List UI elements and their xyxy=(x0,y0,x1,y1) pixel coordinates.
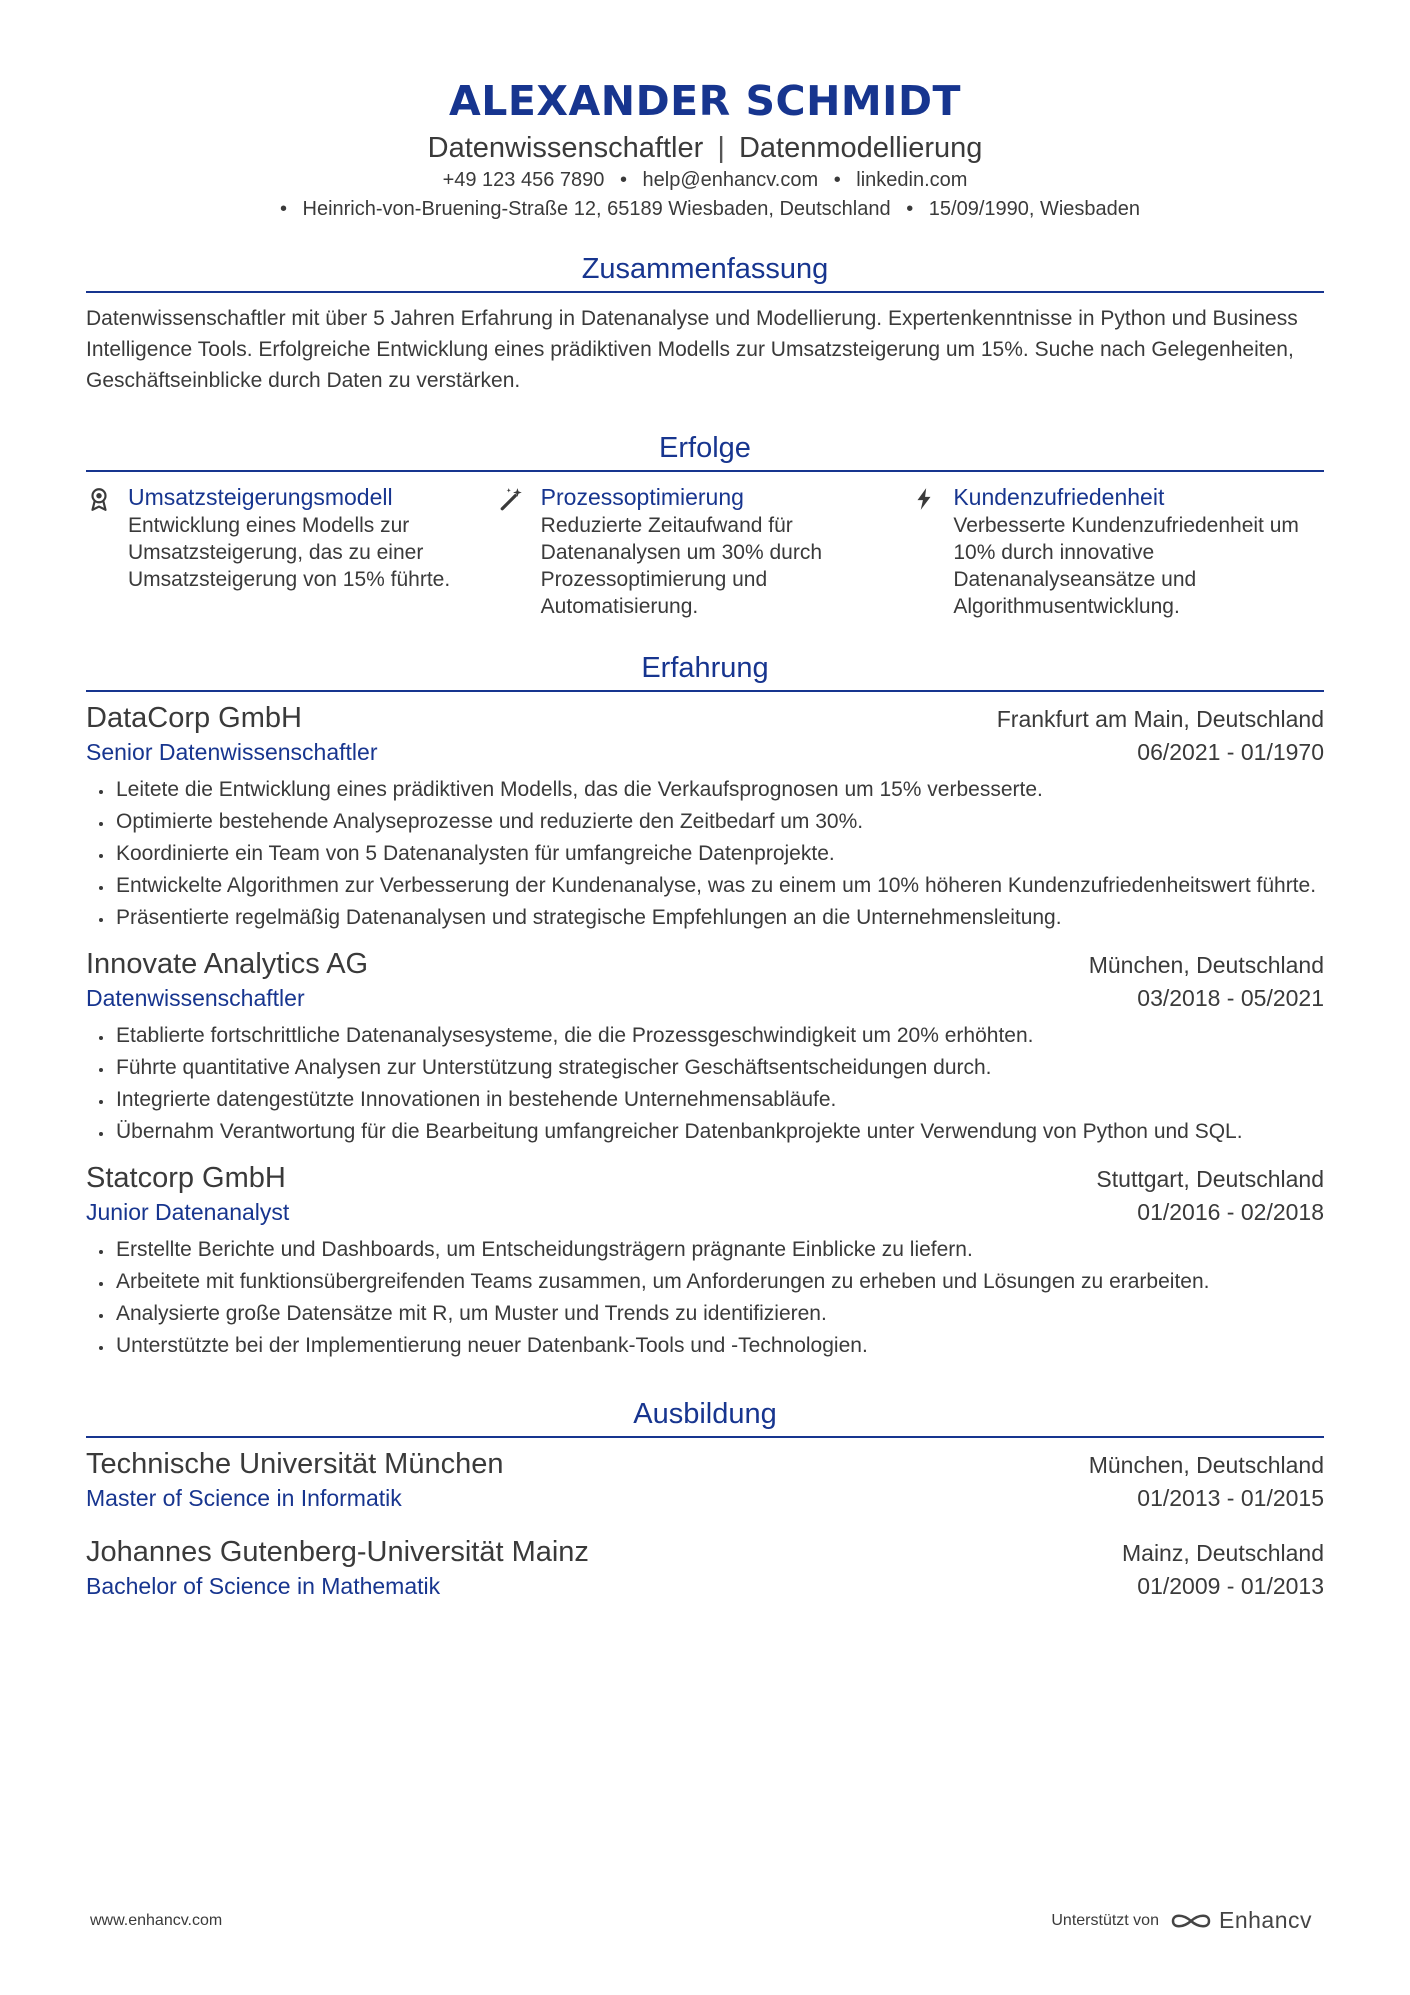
resume-header xyxy=(86,0,1324,224)
job-entry xyxy=(86,946,1324,1148)
candidate-name: ALEXANDER SCHMIDT xyxy=(449,77,961,125)
job-dates: 01/2016 - 02/2018 xyxy=(1137,1199,1324,1225)
degree: Master of Science in Informatik xyxy=(86,1485,402,1511)
list-item: • Arbeitete mit funktionsübergreifenden Teams zusammen, um Anforderungen zu erheben und Lösungen zu erarbeiten. xyxy=(114,1266,1324,1298)
company-name: DataCorp GmbH xyxy=(86,702,302,734)
list-item: • Analysierte große Datensätze mit R, um Muster und Trends zu identifizieren. xyxy=(114,1298,1324,1330)
title-primary: Datenwissenschaftler xyxy=(427,132,704,164)
achievements-section xyxy=(86,430,1324,620)
achievement-item xyxy=(911,482,1324,620)
job-entry xyxy=(86,1160,1324,1362)
education-entry xyxy=(86,1534,1324,1602)
section-divider xyxy=(86,291,1324,293)
job-dates: 03/2018 - 05/2021 xyxy=(1137,985,1324,1011)
email-link[interactable]: help@enhancv.com xyxy=(642,169,819,191)
lightning-icon xyxy=(911,482,953,620)
achievement-description: Reduzierte Zeitaufwand für Datenanalysen um 30% durch Prozessoptimierung und Automatisierung. xyxy=(540,514,823,618)
list-item: • Entwickelte Algorithmen zur Verbesserung der Kundenanalyse, was zu einem um 10% höheren Kundenzufriedenheitswert führte. xyxy=(114,870,1324,902)
powered-by-label: Unterstützt von xyxy=(1051,1911,1159,1929)
section-title-achievements: Erfolge xyxy=(659,432,751,464)
candidate-title xyxy=(86,130,1324,166)
list-item: • Optimierte bestehende Analyseprozesse und reduzierte den Zeitbedarf um 30%. xyxy=(114,806,1324,838)
school-location: Mainz, Deutschland xyxy=(1122,1540,1324,1566)
list-item: • Übernahm Verantwortung für die Bearbeitung umfangreicher Datenbankprojekte unter Verwendung von Python und SQL. xyxy=(114,1116,1324,1148)
job-role: Junior Datenanalyst xyxy=(86,1199,290,1225)
education-dates: 01/2013 - 01/2015 xyxy=(1137,1485,1324,1511)
achievement-title: Prozessoptimierung xyxy=(540,484,744,510)
company-name: Statcorp GmbH xyxy=(86,1162,286,1194)
school-location: München, Deutschland xyxy=(1088,1452,1324,1478)
school-name: Johannes Gutenberg-Universität Mainz xyxy=(86,1536,589,1568)
job-location: München, Deutschland xyxy=(1088,952,1324,978)
contact-line-1 xyxy=(86,166,1324,195)
powered-by xyxy=(1051,1907,1312,1934)
job-location: Frankfurt am Main, Deutschland xyxy=(996,706,1324,732)
achievement-description: Verbesserte Kundenzufriedenheit um 10% durch innovative Datenanalyseansätze und Algorithmusentwicklung. xyxy=(953,514,1299,618)
linkedin-link[interactable]: linkedin.com xyxy=(856,169,968,191)
award-icon xyxy=(86,482,128,620)
education-dates: 01/2009 - 01/2013 xyxy=(1137,1573,1324,1599)
resume-page xyxy=(86,0,1324,1602)
section-divider xyxy=(86,690,1324,692)
phone: +49 123 456 7890 xyxy=(442,169,605,191)
job-bullets xyxy=(86,774,1324,934)
list-item: • Koordinierte ein Team von 5 Datenanalysten für umfangreiche Datenprojekte. xyxy=(114,838,1324,870)
school-name: Technische Universität München xyxy=(86,1448,504,1480)
title-separator: | xyxy=(717,132,725,164)
education-section xyxy=(86,1396,1324,1602)
birth-info: 15/09/1990, Wiesbaden xyxy=(928,198,1141,220)
title-secondary: Datenmodellierung xyxy=(738,132,983,164)
job-bullets xyxy=(86,1234,1324,1362)
footer-website-link[interactable]: www.enhancv.com xyxy=(90,1911,223,1929)
section-title-experience: Erfahrung xyxy=(641,652,769,684)
experience-section xyxy=(86,650,1324,1362)
list-item: • Etablierte fortschrittliche Datenanalysesysteme, die die Prozessgeschwindigkeit um 20% erhöhten. xyxy=(114,1020,1324,1052)
contact-bullet: • xyxy=(279,198,287,220)
list-item: • Führte quantitative Analysen zur Unterstützung strategischer Geschäftsentscheidungen durch. xyxy=(114,1052,1324,1084)
contact-bullet: • xyxy=(906,198,914,220)
enhancv-logo-icon xyxy=(1169,1909,1213,1933)
job-entry xyxy=(86,700,1324,934)
job-role: Datenwissenschaftler xyxy=(86,985,305,1011)
section-title-summary: Zusammenfassung xyxy=(581,253,829,285)
list-item: • Integrierte datengestützte Innovationen in bestehende Unternehmensabläufe. xyxy=(114,1084,1324,1116)
section-divider xyxy=(86,470,1324,472)
achievement-title: Umsatzsteigerungsmodell xyxy=(128,484,393,510)
page-footer xyxy=(90,1907,1312,1934)
list-item: • Leitete die Entwicklung eines prädiktiven Modells, das die Verkaufsprognosen um 15% verbesserte. xyxy=(114,774,1324,806)
summary-section xyxy=(86,251,1324,396)
list-item: • Präsentierte regelmäßig Datenanalysen und strategische Empfehlungen an die Unternehmensleitung. xyxy=(114,902,1324,934)
enhancv-brand[interactable]: Enhancv xyxy=(1218,1907,1312,1933)
contact-bullet: • xyxy=(833,169,841,191)
achievement-item xyxy=(499,482,912,620)
degree: Bachelor of Science in Mathematik xyxy=(86,1573,441,1599)
address: Heinrich-von-Bruening-Straße 12, 65189 Wiesbaden, Deutschland xyxy=(302,198,891,220)
list-item: • Unterstützte bei der Implementierung neuer Datenbank-Tools und -Technologien. xyxy=(114,1330,1324,1362)
achievement-item xyxy=(86,482,499,620)
company-name: Innovate Analytics AG xyxy=(86,948,369,980)
education-entry xyxy=(86,1446,1324,1514)
achievements-list xyxy=(86,482,1324,620)
section-divider xyxy=(86,1436,1324,1438)
job-role: Senior Datenwissenschaftler xyxy=(86,739,378,765)
contact-bullet: • xyxy=(619,169,627,191)
achievement-title: Kundenzufriedenheit xyxy=(953,484,1165,510)
magic-wand-icon xyxy=(499,482,541,620)
summary-text: Datenwissenschaftler mit über 5 Jahren Erfahrung in Datenanalyse und Modellierung. Expertenkenntnisse in Python und Business Intelligence Tools. Erfolgreiche Entwicklung eines prädiktiven Modells zur Umsatzsteigerung um 15%. Suche nach Gelegenheiten, Geschäftseinblicke durch Daten zu verstärken. xyxy=(86,307,1298,392)
job-bullets xyxy=(86,1020,1324,1148)
section-title-education: Ausbildung xyxy=(633,1398,777,1430)
contact-line-2 xyxy=(86,195,1324,224)
list-item: • Erstellte Berichte und Dashboards, um Entscheidungsträgern prägnante Einblicke zu liefern. xyxy=(114,1234,1324,1266)
achievement-description: Entwicklung eines Modells zur Umsatzsteigerung, das zu einer Umsatzsteigerung von 15% führte. xyxy=(128,514,451,591)
job-dates: 06/2021 - 01/1970 xyxy=(1137,739,1324,765)
job-location: Stuttgart, Deutschland xyxy=(1096,1166,1324,1192)
